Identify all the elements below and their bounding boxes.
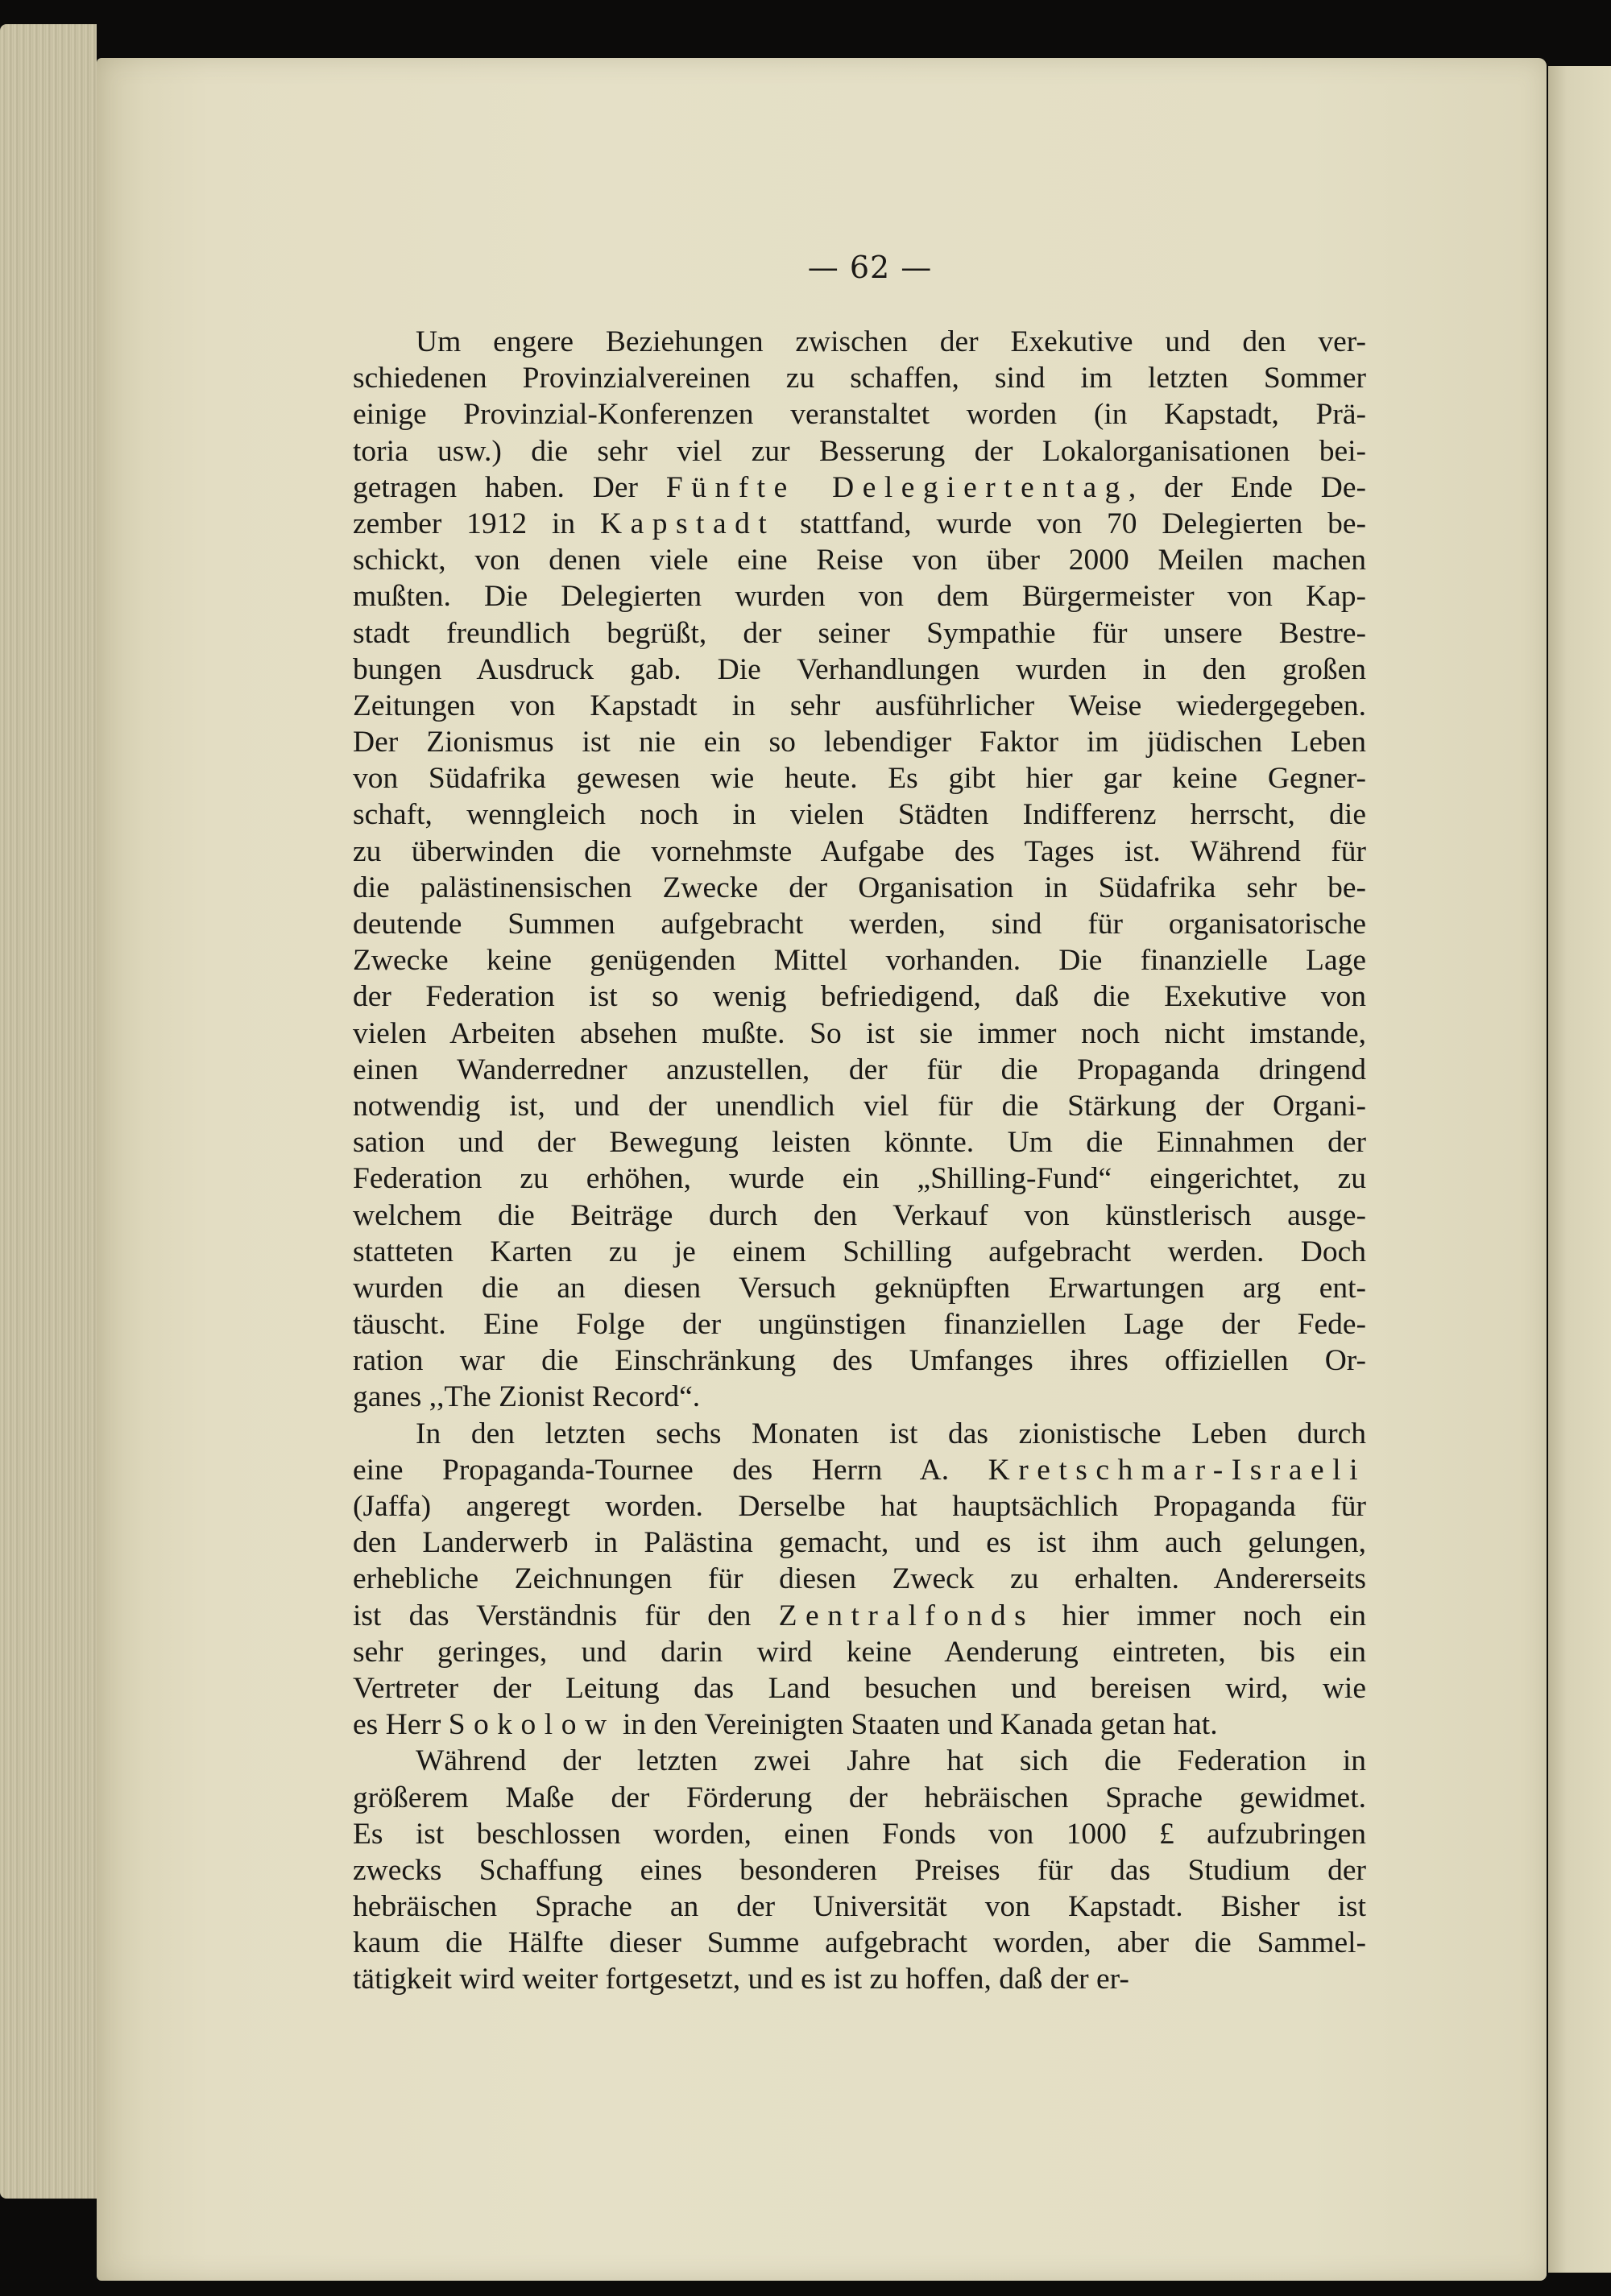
text-line bbox=[353, 724, 1366, 760]
text-run: einige Provinzial-Konferenzen veranstaltet worden (in Kapstadt, Prä- bbox=[353, 398, 1366, 432]
text-run: In den letzten sechs Monaten ist das zionistische Leben durch bbox=[416, 1417, 1366, 1450]
text-line bbox=[353, 615, 1366, 652]
text-run: Um engere Beziehungen zwischen der Exekutive und den ver- bbox=[416, 325, 1366, 358]
text-run: Vertreter der Leitung das Land besuchen und bereisen wird, wie bbox=[353, 1671, 1366, 1705]
text-run: welchem die Beiträge durch den Verkauf von künstlerisch ausge- bbox=[353, 1198, 1366, 1232]
text-line bbox=[353, 1306, 1366, 1342]
text-run: von Südafrika gewesen wie heute. Es gibt hier gar keine Gegner- bbox=[353, 762, 1366, 796]
body-text bbox=[353, 324, 1366, 1998]
text-line bbox=[353, 1234, 1366, 1270]
text-line bbox=[353, 578, 1366, 614]
text-run: stattfand, wurde von 70 Delegierten be- bbox=[775, 507, 1366, 540]
text-run: tätigkeit wird weiter fortgesetzt, und es ist zu hoffen, daß der er- bbox=[353, 1963, 1129, 1996]
text-line bbox=[353, 1706, 1366, 1743]
text-line bbox=[353, 1016, 1366, 1052]
adjacent-page-edge bbox=[1548, 66, 1611, 2273]
text-run: schiedenen Provinzialvereinen zu schaffen, sind im letzten Sommer bbox=[353, 362, 1366, 395]
text-run: wurden die an diesen Versuch geknüpften Erwartungen arg ent- bbox=[353, 1271, 1366, 1305]
text-run: schaft, wenngleich noch in vielen Städten Indifferenz herrscht, die bbox=[353, 798, 1366, 832]
page-edges-stack bbox=[0, 24, 97, 2199]
text-line bbox=[353, 506, 1366, 542]
text-line bbox=[353, 324, 1366, 360]
text-line bbox=[353, 360, 1366, 396]
text-line bbox=[353, 433, 1366, 470]
text-line bbox=[353, 1052, 1366, 1088]
text-run: eine Propaganda-Tournee des Herrn A. bbox=[353, 1453, 988, 1487]
text-run: schickt, von denen viele eine Reise von über 2000 Meilen machen bbox=[353, 544, 1366, 577]
text-run: der Federation ist so wenig befriedigend, daß die Exekutive von bbox=[353, 980, 1366, 1014]
text-run: zu überwinden die vornehmste Aufgabe des Tages ist. Während für bbox=[353, 834, 1366, 868]
text-line bbox=[353, 796, 1366, 833]
text-run: statteten Karten zu je einem Schilling aufgebracht werden. Doch bbox=[353, 1235, 1366, 1268]
text-run: in den Vereinigten Staaten und Kanada getan hat. bbox=[615, 1708, 1218, 1742]
text-run: zember 1912 in bbox=[353, 507, 600, 540]
text-run: hier immer noch ein bbox=[1034, 1599, 1366, 1632]
paragraph bbox=[353, 1743, 1366, 1997]
text-line bbox=[353, 1889, 1366, 1925]
text-run: vielen Arbeiten absehen mußte. So ist sie immer noch nicht imstande, bbox=[353, 1016, 1366, 1050]
text-line bbox=[353, 1961, 1366, 1997]
text-line bbox=[353, 652, 1366, 688]
text-run: deutende Summen aufgebracht werden, sind für organisatorische bbox=[353, 908, 1366, 941]
text-run: Während der letzten zwei Jahre hat sich die Federation in bbox=[416, 1744, 1366, 1778]
text-run: Federation zu erhöhen, wurde ein „Shilling-Fund“ eingerichtet, zu bbox=[353, 1162, 1366, 1196]
paragraph bbox=[353, 324, 1366, 1416]
spaced-emphasis: Kretschmar-Israeli bbox=[988, 1453, 1366, 1487]
text-run: getragen haben. Der bbox=[353, 470, 666, 504]
text-run: (Jaffa) angeregt worden. Derselbe hat hauptsächlich Propaganda für bbox=[353, 1490, 1366, 1523]
text-line bbox=[353, 688, 1366, 724]
page-number: — 62 — bbox=[807, 250, 933, 285]
text-run: Es ist beschlossen worden, einen Fonds von 1000 £ aufzubringen bbox=[353, 1817, 1366, 1851]
text-line bbox=[353, 906, 1366, 942]
text-line bbox=[353, 1270, 1366, 1306]
text-line bbox=[353, 870, 1366, 906]
text-line bbox=[353, 1379, 1366, 1415]
text-run: größerem Maße der Förderung der hebräischen Sprache gewidmet. bbox=[353, 1781, 1366, 1814]
text-line bbox=[353, 1342, 1366, 1379]
spaced-emphasis: Fünfte Delegiertentag bbox=[665, 470, 1129, 504]
text-run: Der Zionismus ist nie ein so lebendiger Faktor im jüdischen Leben bbox=[353, 726, 1366, 759]
text-line bbox=[353, 1634, 1366, 1670]
text-run: Zwecke keine genügenden Mittel vorhanden. Die finanzielle Lage bbox=[353, 944, 1366, 978]
text-line bbox=[353, 1816, 1366, 1852]
text-line bbox=[353, 1670, 1366, 1706]
text-run: zwecks Schaffung eines besonderen Preises für das Studium der bbox=[353, 1853, 1366, 1887]
text-line bbox=[353, 1088, 1366, 1124]
text-run: , der Ende De- bbox=[1128, 470, 1366, 504]
text-line bbox=[353, 1743, 1366, 1779]
spaced-emphasis: Kapstadt bbox=[599, 507, 776, 540]
text-run: den Landerwerb in Palästina gemacht, und es ist ihm auch gelungen, bbox=[353, 1526, 1366, 1560]
text-run: Zeitungen von Kapstadt in sehr ausführlicher Weise wiedergegeben. bbox=[353, 689, 1366, 722]
text-line bbox=[353, 1416, 1366, 1452]
text-line bbox=[353, 978, 1366, 1015]
text-run: die palästinensischen Zwecke der Organisation in Südafrika sehr be- bbox=[353, 871, 1366, 904]
text-line bbox=[353, 1452, 1366, 1488]
text-line bbox=[353, 1524, 1366, 1561]
text-run: täuscht. Eine Folge der ungünstigen finanziellen Lage der Fede- bbox=[353, 1308, 1366, 1342]
text-run: sation und der Bewegung leisten könnte. Um die Einnahmen der bbox=[353, 1126, 1366, 1160]
text-run: ganes ,,The Zionist Record“. bbox=[353, 1380, 701, 1414]
text-line bbox=[353, 1925, 1366, 1961]
text-line bbox=[353, 834, 1366, 870]
paragraph bbox=[353, 1416, 1366, 1744]
text-line bbox=[353, 1488, 1366, 1524]
text-run: sehr geringes, und darin wird keine Aenderung eintreten, bis ein bbox=[353, 1635, 1366, 1669]
text-run: ist das Verständnis für den bbox=[353, 1599, 779, 1632]
text-run: erhebliche Zeichnungen für diesen Zweck zu erhalten. Andererseits bbox=[353, 1562, 1366, 1596]
spaced-emphasis: Sokolow bbox=[448, 1708, 615, 1742]
text-line bbox=[353, 1160, 1366, 1197]
text-run: ration war die Einschränkung des Umfanges ihres offiziellen Or- bbox=[353, 1344, 1366, 1378]
text-line bbox=[353, 470, 1366, 506]
text-line bbox=[353, 1124, 1366, 1160]
text-line bbox=[353, 1198, 1366, 1234]
text-line bbox=[353, 1780, 1366, 1816]
text-run: toria usw.) die sehr viel zur Besserung der Lokalorganisationen bei- bbox=[353, 434, 1366, 468]
text-run: einen Wanderredner anzustellen, der für die Propaganda dringend bbox=[353, 1053, 1366, 1086]
text-run: es Herr bbox=[353, 1708, 449, 1742]
text-line bbox=[353, 1561, 1366, 1597]
text-run: mußten. Die Delegierten wurden von dem Bürgermeister von Kap- bbox=[353, 580, 1366, 614]
text-line bbox=[353, 942, 1366, 978]
text-line bbox=[353, 1852, 1366, 1889]
text-line bbox=[353, 1598, 1366, 1634]
text-line bbox=[353, 396, 1366, 432]
spaced-emphasis: Zentralfonds bbox=[778, 1599, 1035, 1632]
text-run: bungen Ausdruck gab. Die Verhandlungen wurden in den großen bbox=[353, 652, 1366, 686]
text-line bbox=[353, 542, 1366, 578]
text-run: hebräischen Sprache an der Universität von Kapstadt. Bisher ist bbox=[353, 1890, 1366, 1924]
text-run: notwendig ist, und der unendlich viel für die Stärkung der Organi- bbox=[353, 1089, 1366, 1123]
text-run: stadt freundlich begrüßt, der seiner Sympathie für unsere Bestre- bbox=[353, 616, 1366, 650]
text-run: kaum die Hälfte dieser Summe aufgebracht worden, aber die Sammel- bbox=[353, 1926, 1366, 1960]
text-line bbox=[353, 760, 1366, 796]
